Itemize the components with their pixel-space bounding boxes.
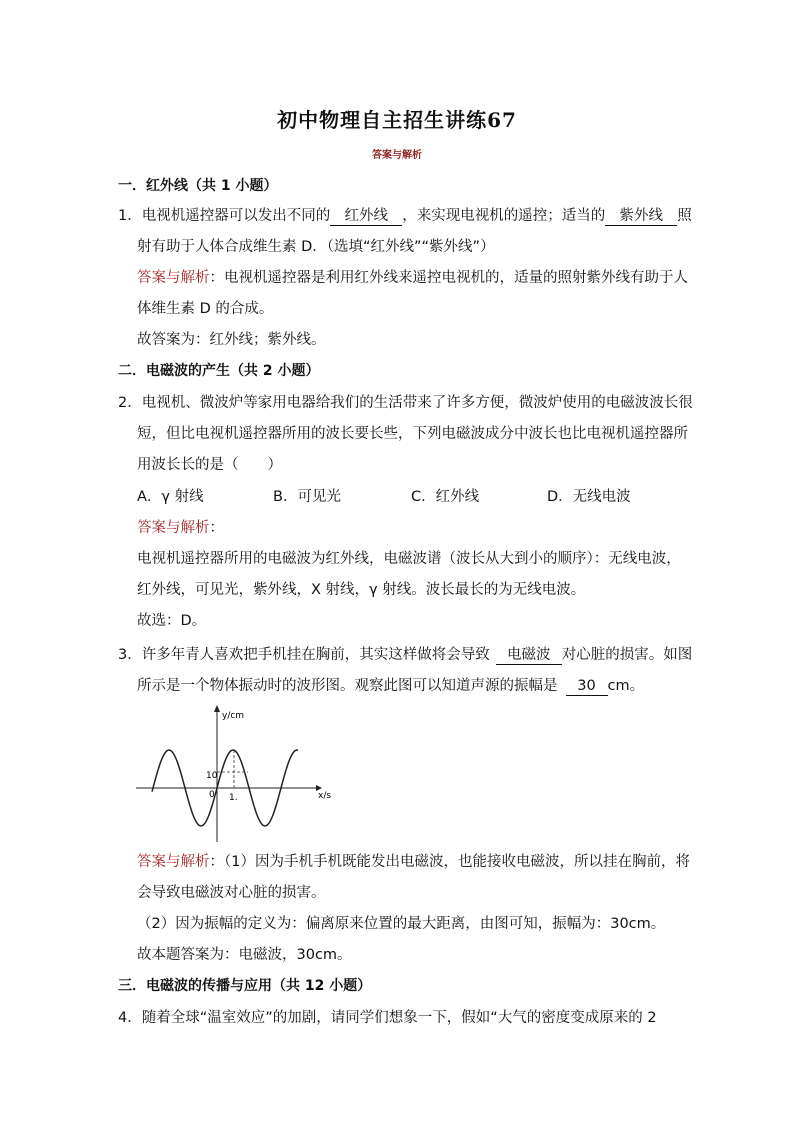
q1-line1 (118, 206, 692, 226)
q2-line3: 用波长长的是（ ） (137, 457, 282, 473)
q1-answer-text: ：电视机遥控器是利用红外线来遥控电视机的，适量的照射紫外线有助于人 (209, 270, 688, 286)
q2-answer-colon: ： (209, 520, 224, 536)
q3-answer (137, 852, 690, 872)
q3-answer-text: ：（1）因为手机手机既能发出电磁波，也能接收电磁波，所以挂在胸前，将 (209, 854, 690, 870)
q1-text-c: 照 (677, 208, 692, 224)
q2-line2: 短，但比电视机遥控器所用的波长要长些，下列电磁波成分中波长也比电视机遥控器所 (137, 426, 688, 442)
q2-line1: 2．电视机、微波炉等家用电器给我们的生活带来了许多方便，微波炉使用的电磁波波长很 (118, 395, 693, 411)
q3-text-c: 所示是一个物体振动时的波形图。观察此图可以知道声源的振幅是 (137, 678, 558, 694)
q2-option-a: A．γ 射线 (137, 489, 204, 505)
origin-label: 0 (209, 790, 215, 800)
q3-blank1: 电磁波 (496, 646, 562, 665)
q3-final: 故本题答案为：电磁波，30cm。 (137, 947, 352, 963)
q2-answer (137, 518, 224, 538)
wave-graph (130, 702, 340, 847)
page-title: 初中物理自主招生讲练67 (277, 108, 517, 132)
q1-answer-line2: 体维生素 D 的合成。 (137, 301, 274, 317)
q3-line1 (118, 645, 692, 665)
q3-text-d: cm。 (607, 678, 645, 694)
x-axis-label: x/s (318, 791, 332, 801)
answer-label: 答案与解析 (137, 270, 210, 286)
x-tick-label: 1. (229, 793, 238, 803)
q2-option-b: B．可见光 (273, 489, 341, 505)
section-heading-2: 二．电磁波的产生（共 2 小题） (118, 363, 320, 379)
answer-label: 答案与解析 (137, 854, 210, 870)
q3-answer-line3: （2）因为振幅的定义为：偏离原来位置的最大距离，由图可知，振幅为：30cm。 (137, 916, 666, 932)
q1-line2: 射有助于人体合成维生素 D．（选填“红外线”“紫外线”） (137, 239, 495, 255)
q4-line1: 4．随着全球“温室效应”的加剧，请同学们想象一下，假如“大气的密度变成原来的 2 (118, 1010, 657, 1026)
answer-label: 答案与解析 (137, 520, 210, 536)
q3-answer-line2: 会导致电磁波对心脏的损害。 (137, 885, 326, 901)
q2-final: 故选：D。 (137, 613, 207, 629)
q2-options (137, 487, 657, 507)
y-tick-label: 10 (206, 771, 218, 781)
page-subtitle: 答案与解析 (372, 150, 422, 161)
q2-explanation-2: 红外线，可见光，紫外线，X 射线，γ 射线。波长最长的为无线电波。 (137, 582, 586, 598)
section-heading-1: 一．红外线（共 1 小题） (118, 178, 278, 194)
q3-text-a: 3．许多年青人喜欢把手机挂在胸前，其实这样做将会导致 (118, 647, 490, 663)
section-heading-3: 三．电磁波的传播与应用（共 12 小题） (118, 978, 372, 994)
q1-text-a: 1．电视机遥控器可以发出不同的 (118, 208, 331, 224)
q2-option-c: C．红外线 (411, 489, 480, 505)
q2-option-d: D．无线电波 (547, 489, 631, 505)
q1-blank2: 紫外线 (605, 207, 677, 226)
q3-line2 (137, 676, 644, 696)
q2-explanation-1: 电视机遥控器所用的电磁波为红外线，电磁波谱（波长从大到小的顺序）：无线电波， (137, 551, 681, 567)
y-axis-label: y/cm (222, 711, 245, 721)
q1-answer (137, 268, 688, 288)
q3-blank2: 30 (566, 677, 608, 696)
y-axis-arrow-icon (214, 705, 220, 712)
q1-text-b: ，来实现电视机的遥控；适当的 (402, 208, 606, 224)
q3-text-b: 对心脏的损害。如图 (561, 647, 693, 663)
q1-blank1: 红外线 (330, 207, 402, 226)
q1-final: 故答案为：红外线；紫外线。 (137, 332, 326, 348)
